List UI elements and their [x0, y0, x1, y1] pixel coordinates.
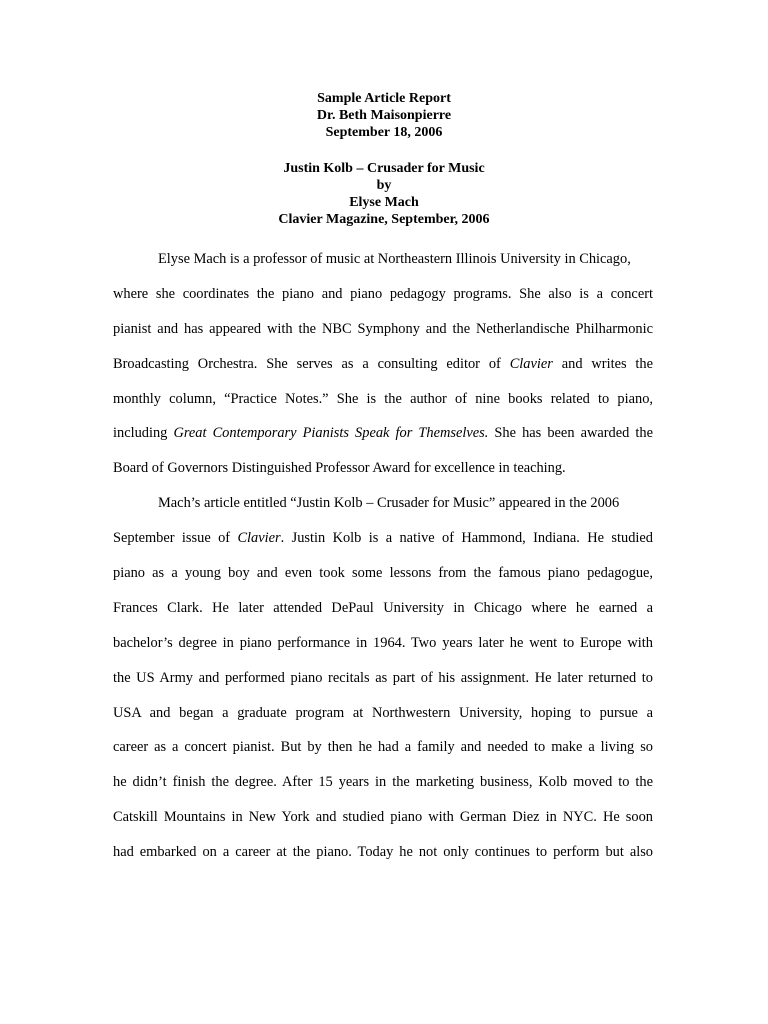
article-source: Clavier Magazine, September, 2006 [278, 212, 490, 227]
body-line: Board of Governors Distinguished Professor Award for excellence in teaching. [113, 460, 566, 477]
body-line: Frances Clark. He later attended DePaul University in Chicago where he earned a [113, 599, 653, 616]
body-line: piano as a young boy and even took some lessons from the famous piano pedagogue, [113, 565, 653, 582]
body-line: pianist and has appeared with the NBC Symphony and the Netherlandische Philharmonic [113, 320, 653, 337]
body-line: he didn’t finish the degree. After 15 years in the marketing business, Kolb moved to the [113, 774, 653, 791]
body-line: Catskill Mountains in New York and studied piano with German Diez in NYC. He soon [113, 809, 653, 826]
italic-title: Clavier [237, 530, 281, 547]
body-line: had embarked on a career at the piano. Today he not only continues to perform but also [113, 844, 653, 861]
text-run: September issue of [113, 530, 238, 547]
article-body [113, 242, 653, 870]
text-run: including [113, 425, 174, 442]
italic-title: Clavier [509, 355, 553, 372]
body-line: where she coordinates the piano and piano pedagogy programs. She also is a concert [113, 285, 653, 302]
report-header [0, 90, 768, 141]
body-line: Elyse Mach is a professor of music at Northeastern Illinois University in Chicago, [158, 251, 631, 267]
report-author: Dr. Beth Maisonpierre [316, 108, 452, 123]
body-line: Mach’s article entitled “Justin Kolb – Crusader for Music” appeared in the 2006 [158, 495, 620, 512]
italic-title: Great Contemporary Pianists Speak for Themselves. [173, 425, 489, 442]
article-author: Elyse Mach [349, 195, 419, 210]
article-title: Justin Kolb – Crusader for Music [283, 161, 485, 176]
text-run: . Justin Kolb is a native of Hammond, Indiana. He studied [280, 530, 653, 547]
body-line [113, 416, 653, 451]
body-line: bachelor’s degree in piano performance in 1964. Two years later he went to Europe with [113, 634, 653, 651]
body-line [113, 521, 653, 556]
body-line: career as a concert pianist. But by then he had a family and needed to make a living so [113, 739, 653, 756]
report-date: September 18, 2006 [325, 125, 443, 140]
body-line: monthly column, “Practice Notes.” She is the author of nine books related to piano, [113, 390, 653, 407]
article-by: by [376, 178, 392, 193]
report-title: Sample Article Report [317, 91, 451, 106]
text-run: Broadcasting Orchestra. She serves as a consulting editor of [113, 355, 510, 372]
article-header [0, 160, 768, 228]
body-line [113, 347, 653, 382]
body-line: USA and began a graduate program at Northwestern University, hoping to pursue a [113, 704, 653, 721]
body-line: the US Army and performed piano recitals as part of his assignment. He later returned to [113, 669, 653, 686]
text-run: and writes the [552, 355, 653, 372]
text-run: She has been awarded the [488, 425, 653, 442]
